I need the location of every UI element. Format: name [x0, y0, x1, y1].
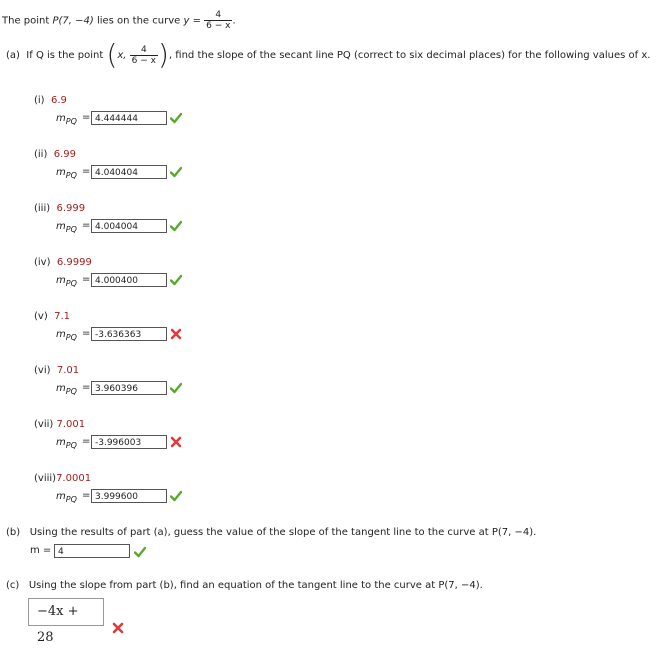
point-denominator: 6 − x — [131, 55, 156, 66]
intro-line — [2, 10, 236, 31]
cross-icon — [170, 436, 182, 448]
item-label-ii: (ii) 6.99 — [34, 149, 76, 160]
curve-numerator: 4 — [215, 10, 222, 20]
item-label-viii: (viii)7.0001 — [34, 473, 92, 484]
tangent-equation-input[interactable]: −4x + 28 — [28, 598, 104, 626]
point-x: x, — [117, 50, 130, 61]
answer-input-iv[interactable]: 4.000400 — [91, 273, 167, 287]
equals-sign: = — [82, 112, 91, 123]
point-numerator: 4 — [140, 44, 147, 55]
equals-sign: = — [82, 166, 91, 177]
point-fraction — [130, 45, 158, 66]
part-b-text: Using the results of part (a), guess the value of the slope of the tangent line to the curve at P(7, −4). — [29, 527, 537, 538]
cross-icon — [112, 622, 124, 634]
item-label-vii: (vii) 7.001 — [34, 419, 86, 430]
part-c-header — [6, 580, 483, 591]
left-paren: ( — [106, 38, 118, 71]
answer-input-i[interactable]: 4.444444 — [91, 111, 167, 125]
intro-curve-var: y = — [183, 15, 205, 27]
answer-input-viii[interactable]: 3.999600 — [91, 489, 167, 503]
part-c-text: Using the slope from part (b), find an equation of the tangent line to the curve at P(7, −4). — [28, 580, 483, 591]
part-a-label: (a) — [6, 50, 20, 61]
intro-point: P(7, −4) — [52, 15, 94, 27]
check-icon — [170, 220, 182, 232]
check-icon — [134, 546, 146, 558]
item-label-iv: (iv) 6.9999 — [34, 257, 92, 268]
part-a-prefix: If Q is the point — [26, 50, 107, 61]
m-pq-label: $m_{PQ}$ — [56, 491, 77, 504]
check-icon — [170, 112, 182, 124]
answer-input-vii[interactable]: -3.996003 — [91, 435, 167, 449]
equals-sign: = — [82, 490, 91, 501]
m-pq-label: $m_{PQ}$ — [56, 275, 77, 288]
answer-input-vi[interactable]: 3.960396 — [91, 381, 167, 395]
intro-middle: lies on the curve — [93, 15, 184, 27]
item-label-i: (i) 6.9 — [34, 95, 67, 106]
curve-denominator: 6 − x — [206, 21, 231, 31]
m-equals-label: m = — [30, 545, 52, 556]
equals-sign: = — [82, 328, 91, 339]
item-label-iii: (iii) 6.999 — [34, 203, 86, 214]
part-b-label: (b) — [6, 527, 21, 538]
m-pq-label: $m_{PQ}$ — [56, 383, 77, 396]
answer-input-iii[interactable]: 4.004004 — [91, 219, 167, 233]
equals-sign: = — [82, 382, 91, 393]
check-icon — [170, 166, 182, 178]
equals-sign: = — [82, 274, 91, 285]
m-pq-label: $m_{PQ}$ — [56, 437, 77, 450]
item-label-vi: (vi) 7.01 — [34, 365, 80, 376]
check-icon — [170, 382, 182, 394]
equals-sign: = — [82, 220, 91, 231]
cross-icon — [170, 328, 182, 340]
curve-fraction — [204, 10, 232, 31]
m-pq-label: $m_{PQ}$ — [56, 167, 77, 180]
answer-input-v[interactable]: -3.636363 — [91, 327, 167, 341]
check-icon — [170, 490, 182, 502]
part-b-header — [6, 527, 536, 538]
part-c-label: (c) — [6, 580, 20, 591]
equals-sign: = — [82, 436, 91, 447]
intro-suffix: . — [232, 15, 236, 27]
item-label-v: (v) 7.1 — [34, 311, 70, 322]
right-paren: ) — [157, 38, 169, 71]
part-a-header — [6, 38, 651, 71]
slope-answer-input[interactable]: 4 — [54, 544, 130, 558]
part-a-suffix: , find the slope of the secant line PQ (correct to six decimal places) for the following values of x. — [168, 50, 651, 61]
m-pq-label: $m_{PQ}$ — [56, 113, 77, 126]
answer-input-ii[interactable]: 4.040404 — [91, 165, 167, 179]
intro-prefix: The point — [2, 15, 53, 27]
m-pq-label: $m_{PQ}$ — [56, 329, 77, 342]
check-icon — [170, 274, 182, 286]
m-pq-label: $m_{PQ}$ — [56, 221, 77, 234]
